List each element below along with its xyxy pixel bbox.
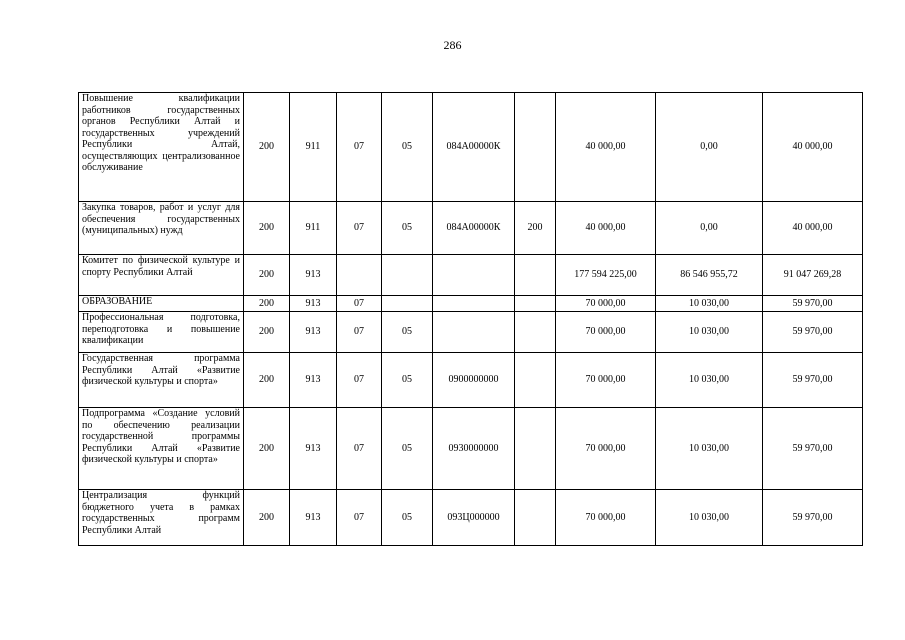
cell-code-2: 913 <box>290 296 337 312</box>
cell-amount-2: 0,00 <box>656 202 763 255</box>
cell-code-4 <box>382 255 433 296</box>
cell-code-3 <box>337 255 382 296</box>
cell-amount-3: 40 000,00 <box>763 93 863 202</box>
cell-amount-3: 59 970,00 <box>763 408 863 490</box>
row-name: Закупка товаров, работ и услуг для обеспечения государственных (муниципальных) нужд <box>79 202 244 255</box>
cell-amount-3: 59 970,00 <box>763 353 863 408</box>
cell-code-1: 200 <box>244 93 290 202</box>
cell-code-6 <box>515 408 556 490</box>
table-row <box>79 255 863 296</box>
cell-code-4: 05 <box>382 490 433 546</box>
row-name: Повышение квалификации работников государственных органов Республики Алтай и государственных учреждений Республики Алтай, осуществляющих централизованное обслуживание <box>79 93 244 202</box>
cell-code-4 <box>382 296 433 312</box>
cell-amount-3: 59 970,00 <box>763 296 863 312</box>
cell-code-5: 0900000000 <box>433 353 515 408</box>
cell-amount-3: 59 970,00 <box>763 312 863 353</box>
cell-code-1: 200 <box>244 353 290 408</box>
page-number: 286 <box>443 38 462 52</box>
cell-amount-1: 40 000,00 <box>556 202 656 255</box>
cell-amount-3: 40 000,00 <box>763 202 863 255</box>
cell-amount-1: 177 594 225,00 <box>556 255 656 296</box>
cell-code-6: 200 <box>515 202 556 255</box>
cell-amount-2: 10 030,00 <box>656 490 763 546</box>
cell-amount-1: 40 000,00 <box>556 93 656 202</box>
cell-code-5: 0930000000 <box>433 408 515 490</box>
cell-code-1: 200 <box>244 490 290 546</box>
cell-amount-1: 70 000,00 <box>556 408 656 490</box>
budget-table <box>78 92 863 546</box>
cell-code-2: 911 <box>290 93 337 202</box>
cell-code-1: 200 <box>244 255 290 296</box>
row-name: Комитет по физической культуре и спорту Республики Алтай <box>79 255 244 296</box>
cell-code-5 <box>433 312 515 353</box>
row-name: ОБРАЗОВАНИЕ <box>79 296 244 312</box>
cell-code-1: 200 <box>244 296 290 312</box>
cell-code-6 <box>515 93 556 202</box>
cell-code-1: 200 <box>244 202 290 255</box>
cell-code-2: 911 <box>290 202 337 255</box>
cell-code-5: 084А00000К <box>433 202 515 255</box>
table-row <box>79 312 863 353</box>
cell-amount-2: 86 546 955,72 <box>656 255 763 296</box>
cell-amount-3: 59 970,00 <box>763 490 863 546</box>
cell-code-3: 07 <box>337 408 382 490</box>
cell-code-3: 07 <box>337 353 382 408</box>
cell-amount-2: 10 030,00 <box>656 353 763 408</box>
cell-code-2: 913 <box>290 255 337 296</box>
cell-code-4: 05 <box>382 408 433 490</box>
cell-amount-1: 70 000,00 <box>556 353 656 408</box>
cell-code-2: 913 <box>290 353 337 408</box>
cell-code-3: 07 <box>337 93 382 202</box>
cell-code-3: 07 <box>337 296 382 312</box>
row-name: Подпрограмма «Создание условий по обеспечению реализации государственной программы Республики Алтай «Развитие физической культуры и спорта» <box>79 408 244 490</box>
cell-code-2: 913 <box>290 408 337 490</box>
cell-amount-2: 0,00 <box>656 93 763 202</box>
cell-code-6 <box>515 312 556 353</box>
cell-code-3: 07 <box>337 312 382 353</box>
cell-amount-2: 10 030,00 <box>656 296 763 312</box>
cell-code-6 <box>515 296 556 312</box>
cell-amount-1: 70 000,00 <box>556 490 656 546</box>
table-row <box>79 408 863 490</box>
cell-amount-1: 70 000,00 <box>556 296 656 312</box>
cell-code-5 <box>433 255 515 296</box>
row-name: Профессиональная подготовка, переподготовка и повышение квалификации <box>79 312 244 353</box>
cell-code-4: 05 <box>382 312 433 353</box>
table-row <box>79 353 863 408</box>
cell-amount-2: 10 030,00 <box>656 408 763 490</box>
table-row <box>79 296 863 312</box>
cell-code-2: 913 <box>290 490 337 546</box>
cell-code-6 <box>515 255 556 296</box>
row-name: Централизация функций бюджетного учета в рамках государственных программ Республики Алтай <box>79 490 244 546</box>
table-row <box>79 202 863 255</box>
cell-amount-3: 91 047 269,28 <box>763 255 863 296</box>
table-row <box>79 93 863 202</box>
cell-code-6 <box>515 353 556 408</box>
cell-code-2: 913 <box>290 312 337 353</box>
cell-code-4: 05 <box>382 202 433 255</box>
cell-amount-1: 70 000,00 <box>556 312 656 353</box>
cell-code-4: 05 <box>382 353 433 408</box>
table-row <box>79 490 863 546</box>
cell-code-3: 07 <box>337 490 382 546</box>
cell-code-5 <box>433 296 515 312</box>
row-name: Государственная программа Республики Алтай «Развитие физической культуры и спорта» <box>79 353 244 408</box>
cell-code-4: 05 <box>382 93 433 202</box>
cell-amount-2: 10 030,00 <box>656 312 763 353</box>
cell-code-5: 093Ц000000 <box>433 490 515 546</box>
cell-code-1: 200 <box>244 312 290 353</box>
cell-code-5: 084А00000К <box>433 93 515 202</box>
cell-code-6 <box>515 490 556 546</box>
cell-code-3: 07 <box>337 202 382 255</box>
cell-code-1: 200 <box>244 408 290 490</box>
